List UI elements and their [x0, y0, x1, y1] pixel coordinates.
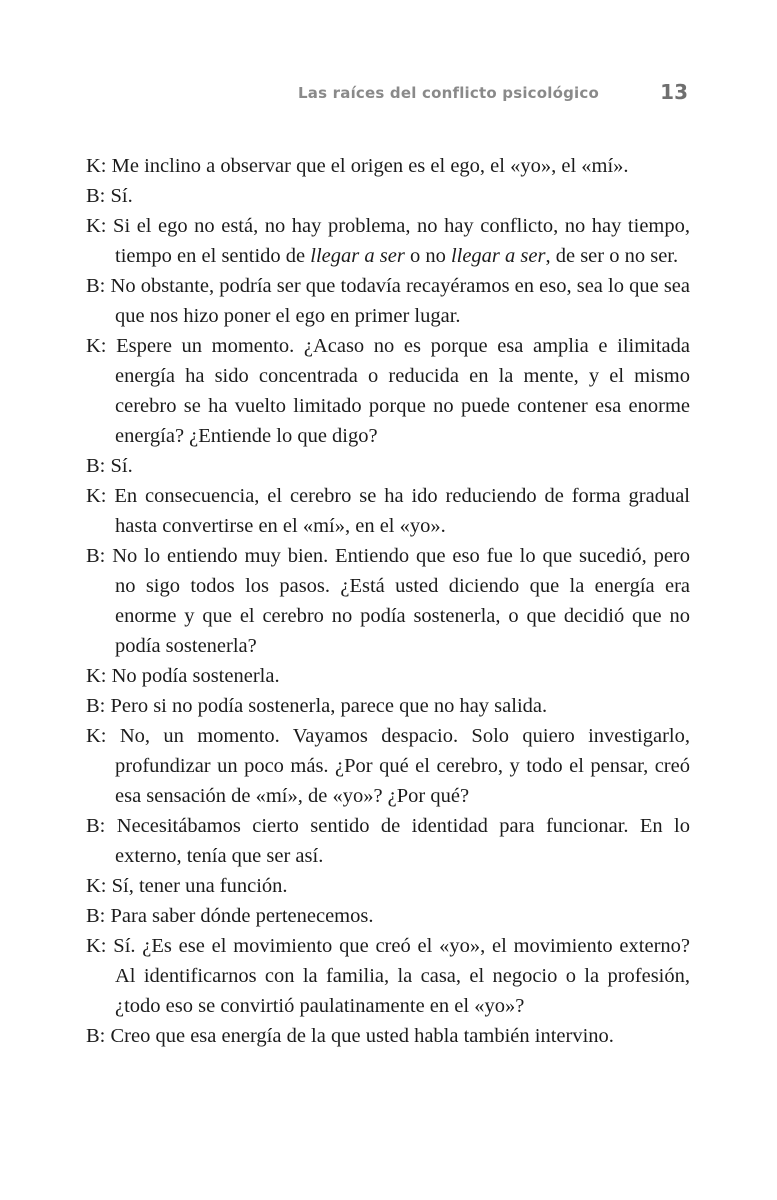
dialogue-turn — [86, 1021, 690, 1051]
utterance — [111, 275, 691, 327]
dialogue-turn — [86, 331, 690, 451]
utterance — [114, 485, 690, 537]
utterance — [112, 875, 288, 897]
utterance — [115, 725, 690, 807]
utterance-text: , de ser o no ser. — [545, 245, 679, 267]
dialogue-turn — [86, 721, 690, 811]
utterance-text: Pero si no podía sostenerla, parece que no hay salida. — [110, 695, 548, 717]
utterance — [111, 455, 133, 477]
utterance — [112, 155, 629, 177]
page-number: 13 — [660, 80, 688, 104]
dialogue-turn — [86, 871, 690, 901]
running-header — [86, 78, 690, 110]
speaker-label: K: — [86, 485, 107, 507]
utterance-text: No lo entiendo muy bien. Entiendo que eso fue lo que sucedió, pero no sigo todos los pasos. ¿Está usted diciendo que la energía era enorme y que el cerebro no podía sostenerla, o que decidió que no podía sostenerla? — [112, 545, 690, 657]
dialogue-body — [86, 151, 690, 1051]
utterance-text: En consecuencia, el cerebro se ha ido reduciendo de forma gradual hasta convertirse en el «mí», en el «yo». — [114, 485, 690, 537]
speaker-label: B: — [86, 905, 106, 927]
utterance-text: Si el ego no está, no hay problema, no hay conflicto, no hay tiempo, tiempo en el sentido de — [113, 215, 690, 267]
utterance-text: Espere un momento. ¿Acaso no es porque esa amplia e ilimitada energía ha sido concentrada o reducida en la mente, y el mismo cerebro se ha vuelto limitado porque no puede contener esa enorme energía? ¿Entiende lo que digo? — [115, 335, 691, 447]
utterance — [115, 335, 690, 447]
utterance — [111, 905, 374, 927]
utterance — [112, 665, 280, 687]
dialogue-turn — [86, 661, 690, 691]
speaker-label: B: — [86, 185, 106, 207]
utterance — [113, 215, 690, 267]
dialogue-turn — [86, 691, 690, 721]
utterance-text: o no — [404, 245, 451, 267]
utterance-text: Sí. ¿Es ese el movimiento que creó el «yo», el movimiento externo? Al identificarnos con la familia, la casa, el negocio o la profesión, ¿todo eso se convirtió paulatinamente en el «yo»? — [113, 935, 691, 1017]
utterance-text: Necesitábamos cierto sentido de identidad para funcionar. En lo externo, tenía que ser así. — [115, 815, 691, 867]
utterance — [111, 695, 548, 717]
speaker-label: K: — [86, 725, 107, 747]
utterance-text: Me inclino a observar que el origen es el ego, el «yo», el «mí». — [111, 155, 629, 177]
speaker-label: K: — [86, 155, 107, 177]
utterance-text: Para saber dónde pertenecemos. — [110, 905, 374, 927]
speaker-label: B: — [86, 275, 106, 297]
utterance-text: Sí. — [110, 455, 133, 477]
dialogue-turn — [86, 481, 690, 541]
dialogue-turn — [86, 271, 690, 331]
speaker-label: B: — [86, 455, 106, 477]
italic-text: llegar a ser — [310, 245, 405, 267]
speaker-label: B: — [86, 695, 106, 717]
utterance-text: No podía sostenerla. — [111, 665, 280, 687]
speaker-label: K: — [86, 875, 107, 897]
running-title: Las raíces del conflicto psicológico — [298, 84, 599, 102]
utterance — [115, 815, 690, 867]
utterance-text: Creo que esa energía de la que usted habla también intervino. — [110, 1025, 614, 1047]
dialogue-turn — [86, 931, 690, 1021]
utterance — [113, 935, 690, 1017]
speaker-label: K: — [86, 665, 107, 687]
utterance — [112, 545, 690, 657]
dialogue-turn — [86, 151, 690, 181]
speaker-label: B: — [86, 815, 106, 837]
speaker-label: K: — [86, 215, 107, 237]
dialogue-turn — [86, 901, 690, 931]
utterance — [111, 1025, 614, 1047]
dialogue-turn — [86, 211, 690, 271]
speaker-label: B: — [86, 1025, 106, 1047]
utterance — [111, 185, 133, 207]
dialogue-turn — [86, 181, 690, 211]
utterance-text: Sí. — [110, 185, 133, 207]
italic-text: llegar a ser — [450, 245, 546, 267]
utterance-text: No obstante, podría ser que todavía recayéramos en eso, sea lo que sea que nos hizo poner el ego en primer lugar. — [110, 275, 691, 327]
speaker-label: K: — [86, 335, 107, 357]
speaker-label: B: — [86, 545, 106, 567]
dialogue-turn — [86, 451, 690, 481]
utterance-text: Sí, tener una función. — [111, 875, 288, 897]
speaker-label: K: — [86, 935, 107, 957]
utterance-text: No, un momento. Vayamos despacio. Solo quiero investigarlo, profundizar un poco más. ¿Por qué el cerebro, y todo el pensar, creó esa sensación de «mí», de «yo»? ¿Por qué? — [115, 725, 690, 807]
dialogue-turn — [86, 811, 690, 871]
dialogue-turn — [86, 541, 690, 661]
